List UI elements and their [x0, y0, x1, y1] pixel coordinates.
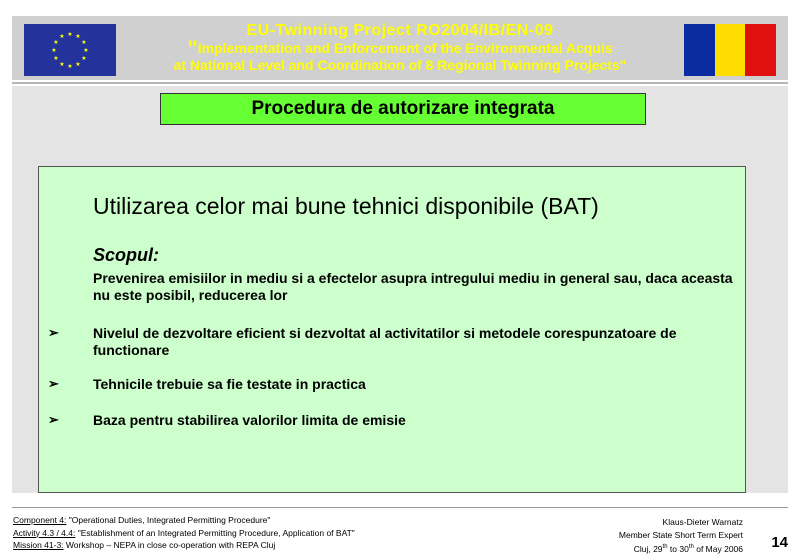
- slide-header: [12, 16, 788, 80]
- footer-component: [13, 514, 355, 527]
- footer-author: Klaus-Dieter Warnatz: [662, 517, 743, 527]
- date-sup-2: th: [688, 544, 694, 550]
- component-text: "Operational Duties, Integrated Permitting Procedure": [66, 515, 271, 525]
- svg-text:★: ★: [75, 61, 81, 68]
- svg-text:★: ★: [81, 39, 87, 46]
- eu-flag-icon: [24, 24, 116, 76]
- bullet-item-2: Tehnicile trebuie sa fie testate in practica: [93, 376, 366, 392]
- bullet-arrow-icon: ➢: [48, 325, 59, 340]
- bullet-arrow-icon: ➢: [48, 376, 59, 391]
- footer-divider: [12, 507, 788, 508]
- project-subtitle-line1: [124, 36, 676, 61]
- header-divider: [12, 82, 788, 84]
- content-box: [38, 166, 746, 493]
- subtitle-line1-text: Implementation and Enforcement of the Environmental Acquis: [197, 40, 613, 56]
- project-title: EU-Twinning Project RO2004/IB/EN-09: [246, 22, 554, 39]
- flag-stripe-blue: [684, 24, 715, 76]
- flag-stripe-yellow: [715, 24, 746, 76]
- open-quote: ": [187, 36, 198, 61]
- activity-text: "Establishment of an Integrated Permitting Procedure, Application of BAT": [75, 527, 355, 538]
- slide-title: Procedura de autorizare integrata: [160, 93, 646, 125]
- page-number: 14: [771, 534, 788, 551]
- footer-right: [619, 516, 743, 555]
- eu-stars-icon: [24, 24, 116, 76]
- activity-label: Activity 4.3 / 4.4:: [13, 527, 76, 538]
- mission-label: Mission 41-3:: [13, 540, 64, 550]
- bullet-item-3: Baza pentru stabilirea valorilor limita de emisie: [93, 412, 406, 428]
- svg-text:★: ★: [59, 33, 65, 40]
- footer-mission: [13, 539, 355, 552]
- svg-text:★: ★: [53, 55, 59, 62]
- footer-role: Member State Short Term Expert: [618, 529, 743, 540]
- svg-text:★: ★: [51, 47, 57, 54]
- footer-activity: [13, 527, 355, 540]
- date-suffix: of May 2006: [693, 543, 743, 554]
- scopul-label: Scopul:: [93, 245, 159, 265]
- bat-heading: Utilizarea celor mai bune tehnici disponibile (BAT): [93, 193, 599, 219]
- romania-flag-icon: [684, 24, 776, 76]
- date-mid: to 30: [667, 543, 689, 554]
- bullet-arrow-icon: ➢: [48, 412, 59, 427]
- bullet-item-1: Nivelul de dezvoltare eficient si dezvoltat al activitatilor si metodele corespunzatoare de functionare: [93, 325, 677, 358]
- svg-text:★: ★: [81, 55, 87, 62]
- svg-text:★: ★: [67, 63, 73, 70]
- mission-text: Workshop – NEPA in close co-operation with REPA Cluj: [63, 540, 276, 550]
- svg-text:★: ★: [75, 33, 81, 40]
- svg-text:★: ★: [53, 39, 59, 46]
- project-subtitle-line2: at National Level and Coordination of 8 Regional Twinning Projects": [173, 57, 627, 73]
- header-text: [124, 22, 676, 73]
- svg-text:★: ★: [59, 61, 65, 68]
- component-label: Component 4:: [13, 515, 67, 525]
- svg-text:★: ★: [67, 31, 73, 38]
- date-sup-1: th: [662, 544, 668, 550]
- footer-left: [13, 514, 355, 552]
- svg-text:★: ★: [83, 47, 89, 54]
- date-prefix: Cluj, 29: [633, 543, 663, 554]
- scopul-text: Prevenirea emisiilor in mediu si a efectelor asupra intregului mediu in general sau, daca aceasta nu este posibil, reducerea lor: [93, 270, 733, 303]
- slide-panel: [12, 86, 788, 493]
- flag-stripe-red: [745, 24, 776, 76]
